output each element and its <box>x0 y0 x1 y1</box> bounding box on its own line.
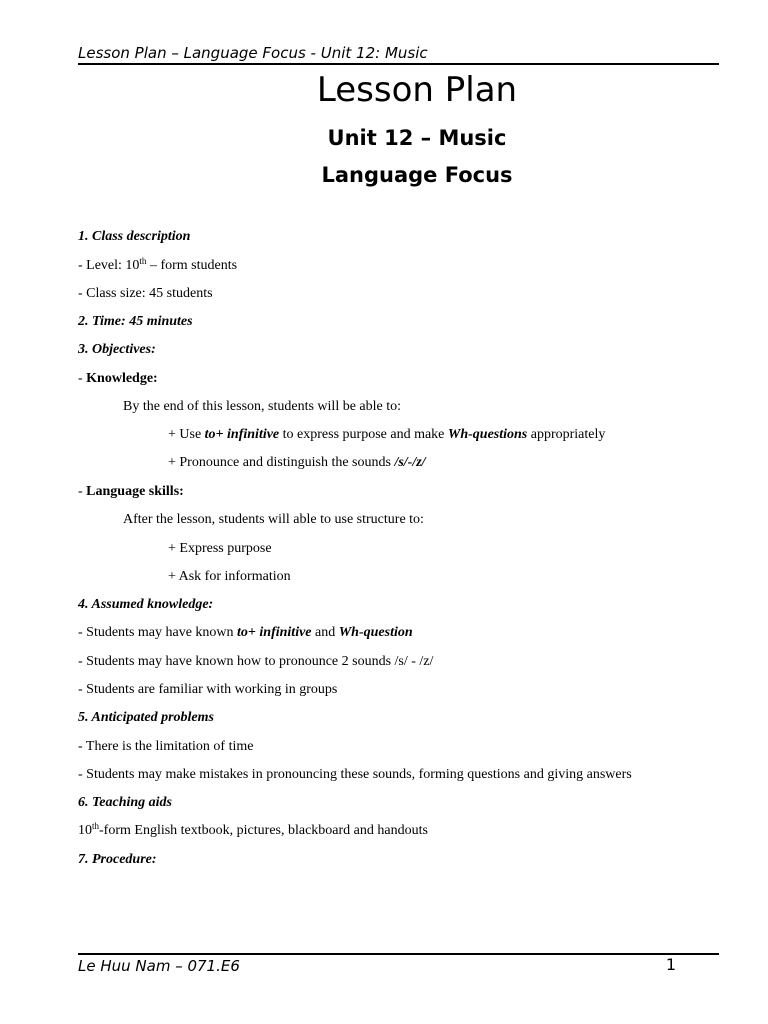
skills-item-2: + Ask for information <box>168 569 291 584</box>
level-line <box>78 257 237 275</box>
k1-text-e: appropriately <box>527 427 606 442</box>
a1-term-infinitive: to+ infinitive <box>237 625 312 640</box>
skills-item-1: + Express purpose <box>168 541 272 556</box>
heading-objectives: 3. Objectives: <box>78 342 156 357</box>
k2-text-a: + Pronounce and distinguish the sounds <box>168 455 395 470</box>
class-size-line: - Class size: 45 students <box>78 286 213 301</box>
problem-line-1: - There is the limitation of time <box>78 739 254 754</box>
assumed-line-3: - Students are familiar with working in groups <box>78 682 338 697</box>
aids-number: 10 <box>78 823 92 838</box>
teaching-aids-line <box>78 822 428 840</box>
assumed-line-1 <box>78 624 413 642</box>
knowledge-label: Knowledge: <box>86 371 158 386</box>
knowledge-item-1 <box>168 426 605 444</box>
heading-teaching-aids: 6. Teaching aids <box>78 795 172 810</box>
knowledge-intro: By the end of this lesson, students will be able to: <box>123 399 402 414</box>
k1-text-c: to express purpose and make <box>279 427 448 442</box>
heading-assumed-knowledge: 4. Assumed knowledge: <box>78 597 214 612</box>
problem-line-2: - Students may make mistakes in pronouncing these sounds, forming questions and giving answers <box>78 767 632 782</box>
footer-rule <box>78 953 719 955</box>
skills-dash: - <box>78 484 87 499</box>
assumed-line-2: - Students may have known how to pronounce 2 sounds /s/ - /z/ <box>78 654 434 669</box>
knowledge-item-2 <box>168 454 426 472</box>
knowledge-dash: - <box>78 371 87 386</box>
document-title: Lesson Plan <box>316 70 518 110</box>
aids-superscript: th <box>92 821 100 831</box>
level-superscript: th <box>139 256 147 266</box>
section-title: Language Focus <box>321 163 513 187</box>
page-header: Lesson Plan – Language Focus - Unit 12: Music <box>78 44 428 62</box>
unit-title: Unit 12 – Music <box>327 126 507 150</box>
heading-time: 2. Time: 45 minutes <box>78 314 193 329</box>
k1-term-infinitive: to+ infinitive <box>204 427 280 442</box>
a1-term-wh: Wh-question <box>338 625 413 640</box>
k1-term-wh: Wh-questions <box>447 427 528 442</box>
skills-intro: After the lesson, students will able to use structure to: <box>123 512 424 527</box>
k2-sounds: /s/-/z/ <box>394 455 426 470</box>
skills-label-line <box>78 483 184 501</box>
header-rule <box>78 63 719 65</box>
a1-text-a: - Students may have known <box>78 625 238 640</box>
heading-procedure: 7. Procedure: <box>78 852 157 867</box>
skills-label: Language skills: <box>86 484 184 499</box>
footer-author: Le Huu Nam – 071.E6 <box>78 957 240 975</box>
page-number: 1 <box>665 955 676 974</box>
level-text-end: – form students <box>146 258 238 273</box>
a1-text-c: and <box>311 625 339 640</box>
k1-text-a: + Use <box>168 427 205 442</box>
aids-text: -form English textbook, pictures, blackboard and handouts <box>99 823 428 838</box>
heading-anticipated-problems: 5. Anticipated problems <box>78 710 214 725</box>
heading-class-description: 1. Class description <box>78 229 191 244</box>
knowledge-label-line <box>78 370 158 388</box>
level-text: - Level: 10 <box>78 258 140 273</box>
